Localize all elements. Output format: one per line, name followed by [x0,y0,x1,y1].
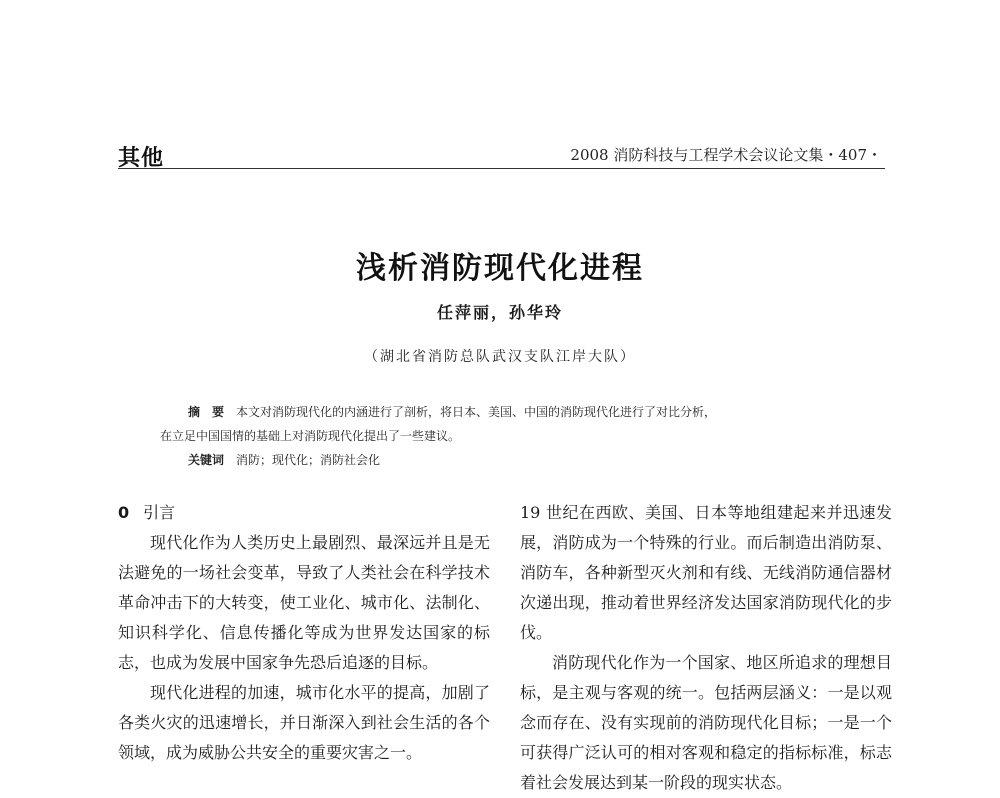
running-title: 2008 消防科技与工程学术会议论文集・407・ [570,146,882,164]
body-paragraph: 现代化进程的加速，城市化水平的提高，加剧了各类火灾的迅速增长，并日渐深入到社会生活的各个领域，成为威胁公共安全的重要灾害之一。 [118,683,490,762]
abstract-line [160,424,860,448]
section-label: 其他 [118,146,165,171]
keywords-line [160,448,860,472]
abstract-block [160,400,860,472]
right-column [520,498,892,798]
section-title: 引言 [143,503,176,522]
body-paragraph: 现代化作为人类历史上最剧烈、最深远并且是无法避免的一场社会变革，导致了人类社会在科学技术革命冲击下的大转变，使工业化、城市化、法制化、知识科学化、信息传播化等成为世界发达国家的标志，也成为发展中国家争先恐后追逐的目标。 [118,533,490,672]
abstract-line [160,400,860,424]
abstract-text-line1: 本文对消防现代化的内涵进行了剖析，将日本、美国、中国的消防现代化进行了对比分析， [236,405,717,419]
affiliation: （湖北省消防总队武汉支队江岸大队） [364,349,636,365]
abstract-label: 摘 要 [188,405,225,419]
article-title: 浅析消防现代化进程 [356,251,644,286]
body-paragraph: 消防现代化作为一个国家、地区所追求的理想目标，是主观与客观的统一。包括两层涵义：一是以观念而存在、没有实现前的消防现代化目标；一是一个可获得广泛认可的相对客观和稳定的指标标准，标志着社会发展达到某一阶段的现实状态。 [520,653,892,792]
header-rule [118,168,885,169]
section-number: 0 [118,503,130,522]
body-paragraph: 19 世纪在西欧、美国、日本等地组建起来并迅速发展，消防成为一个特殊的行业。而后制造出消防泵、消防车，各种新型灭火剂和有线、无线消防通信器材次递出现，推动着世界经济发达国家消防现代化的步伐。 [520,503,892,642]
keywords-label: 关键词 [188,453,225,467]
keywords-text: 消防；现代化；消防社会化 [236,453,381,467]
authors: 任萍丽，孙华玲 [436,303,563,322]
abstract-text-line2: 在立足中国国情的基础上对消防现代化提出了一些建议。 [160,429,461,443]
section-heading [118,498,490,528]
left-column [118,498,490,768]
